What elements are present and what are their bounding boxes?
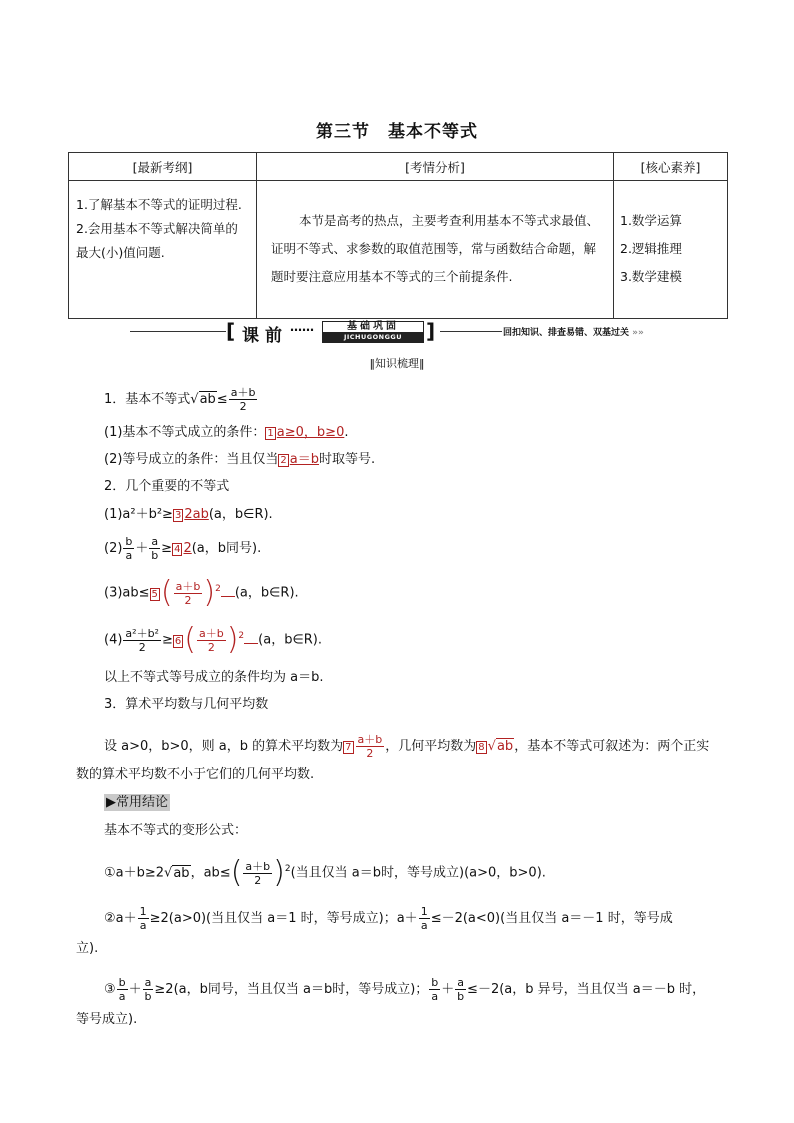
point-2-heading: 2．几个重要的不等式 [104, 479, 230, 494]
inequality-4: (4) $\frac{\text{a²＋b²}}{2}$ ≥ 6 ( $\frac{a+b}{2}$ )$^2$ (a，b∈R). [104, 622, 323, 657]
fraction: $\frac{a}{b}$ [144, 976, 152, 1003]
answer-underline [221, 596, 235, 597]
paren-left-icon: ( [230, 855, 243, 890]
banner-subtitle: 回扣知识、排查易错、双基过关 »» [503, 328, 644, 338]
answer-blank: 2 [183, 541, 192, 556]
point-3-heading: 3．算术平均数与几何平均数 [104, 697, 269, 712]
formula-1: ①a＋b≥2√ab，ab≤( $\frac{a+b}{2}$ )$^2$(当且仅当 a＝b时，等号成立)(a>0，b>0). [104, 855, 546, 890]
literacy-item: 3.数学建模 [620, 269, 682, 284]
literacy-item: 2.逻辑推理 [620, 241, 682, 256]
section-banner [130, 318, 690, 346]
double-chevron-icon: »» [632, 328, 644, 338]
inequality-2: (2) $\frac{b}{a}$ ＋ $\frac{a}{b}$ ≥ 4 2(a，b同号). [104, 535, 262, 562]
syllabus-table [68, 152, 728, 319]
variant-heading: 基本不等式的变形公式： [104, 823, 248, 838]
fraction: $\frac{a+b}{2}$ [245, 859, 271, 887]
sqrt-icon: √ [190, 392, 199, 407]
banner-dots: …… [290, 320, 314, 334]
header-literacy: [核心素养] [614, 153, 728, 181]
bracket-right-icon: ] [426, 319, 436, 343]
conclusion-tag: ▶常用结论 [106, 795, 168, 810]
syllabus-item: 1.了解基本不等式的证明过程. [76, 197, 242, 212]
point-1-heading: 1．基本不等式√ab≤ $\frac{a+b}{2}$ [104, 386, 256, 413]
banner-rule-right [440, 331, 502, 332]
stamp-title: 基础巩固 [347, 321, 399, 332]
analysis-text: 本节是高考的热点，主要考查利用基本不等式求最值、证明不等式、求参数的取值范围等，常与函数结合命题，解题时要注意应用基本不等式的三个前提条件. [271, 213, 600, 284]
formula-2: ②a＋ $\frac{1}{a}$ ≥2(a>0)(当且仅当 a＝1 时，等号成立)；a＋ $\frac{1}{a}$ ≤－2(a<0)(当且仅当 a＝－1 时，等号成 [104, 905, 673, 932]
mean-definition-cont: 数的算术平均数不小于它们的几何平均数. [76, 767, 315, 782]
blank-number: 1 [267, 428, 274, 439]
bracket-left-icon: [ [226, 319, 236, 343]
answer-underline [244, 643, 258, 644]
paren-right-icon: ) [273, 855, 285, 890]
sqrt-icon: √ [164, 865, 173, 881]
equality-note: 以上不等式等号成立的条件均为 a＝b. [104, 670, 324, 685]
inequality-3: (3)ab≤ 5 ( $\frac{a+b}{2}$ )$^2$ (a，b∈R). [104, 575, 299, 610]
blank-number: 4 [174, 544, 181, 555]
banner-stamp [322, 321, 424, 343]
stamp-pinyin: JICHUGONGGU [323, 332, 423, 342]
point-1-equality: (2)等号成立的条件：当且仅当 2 a＝b时取等号. [104, 452, 376, 467]
fraction: $\frac{a+b}{2}$ [175, 579, 201, 607]
fraction: $\frac{b}{a}$ [125, 535, 133, 562]
formula-3-cont: 等号成立). [76, 1012, 138, 1027]
paren-left-icon: ( [184, 622, 196, 657]
fraction: $\frac{a+b}{2}$ [198, 626, 224, 654]
blank-number: 7 [345, 742, 352, 753]
point-1-condition: (1)基本不等式成立的条件： 1 a≥0，b≥0. [104, 425, 349, 440]
fraction: $\frac{b}{a}$ [431, 976, 439, 1003]
fraction: $\frac{\text{a²＋b²}}{2}$ [125, 626, 159, 654]
paren-right-icon: ) [203, 575, 216, 610]
blank-number: 3 [174, 510, 182, 521]
literacy-list [614, 181, 727, 291]
syllabus-item: 2.会用基本不等式解决简单的最大(小)值问题. [76, 221, 238, 260]
literacy-item: 1.数学运算 [620, 213, 682, 228]
fraction: $\frac{a}{b}$ [151, 535, 159, 562]
header-syllabus: [最新考纲] [69, 153, 257, 181]
page-title: 第三节 基本不等式 [316, 122, 478, 142]
blank-number: 5 [151, 588, 158, 600]
fraction: $\frac{1}{a}$ [420, 905, 428, 932]
banner-brand: 课前 [242, 326, 288, 346]
fraction: $\frac{1}{a}$ [139, 905, 147, 932]
paren-right-icon: ) [226, 622, 239, 657]
blank-number: 2 [280, 455, 287, 466]
formula-3: ③ $\frac{b}{a}$ ＋ $\frac{a}{b}$ ≥2(a，b同号，当且仅当 a＝b时，等号成立)； $\frac{b}{a}$ ＋ $\frac{a}{b}$ ≤－2(a，b 异号，当且仅当 a＝－b 时， [104, 976, 706, 1003]
fraction: $\frac{a+b}{2}$ [230, 386, 256, 413]
blank-number: 6 [174, 635, 182, 647]
inequality-1: (1)a²＋b²≥ 3 2ab(a，b∈R). [104, 507, 273, 522]
syllabus-list [69, 181, 256, 265]
fraction: $\frac{b}{a}$ [118, 976, 126, 1003]
section-title: ‖知识梳理‖ [369, 357, 425, 370]
mean-definition: 设 a>0，b>0，则 a，b 的算术平均数为 7 $\frac{a+b}{2}$ ，几何平均数为 8 √ab，基本不等式可叙述为：两个正实 [104, 733, 710, 760]
fraction: $\frac{a}{b}$ [457, 976, 465, 1003]
answer-blank: a＝b [289, 452, 320, 467]
sqrt-icon: √ [487, 739, 496, 754]
banner-rule-left [130, 331, 226, 332]
blank-number: 8 [478, 742, 485, 753]
paren-left-icon: ( [160, 575, 173, 610]
header-analysis: [考情分析] [257, 153, 614, 181]
formula-2-cont: 立). [76, 941, 99, 956]
answer-blank: 2ab [184, 507, 209, 522]
answer-blank: a≥0，b≥0 [276, 425, 345, 440]
fraction: $\frac{a+b}{2}$ [357, 733, 383, 760]
